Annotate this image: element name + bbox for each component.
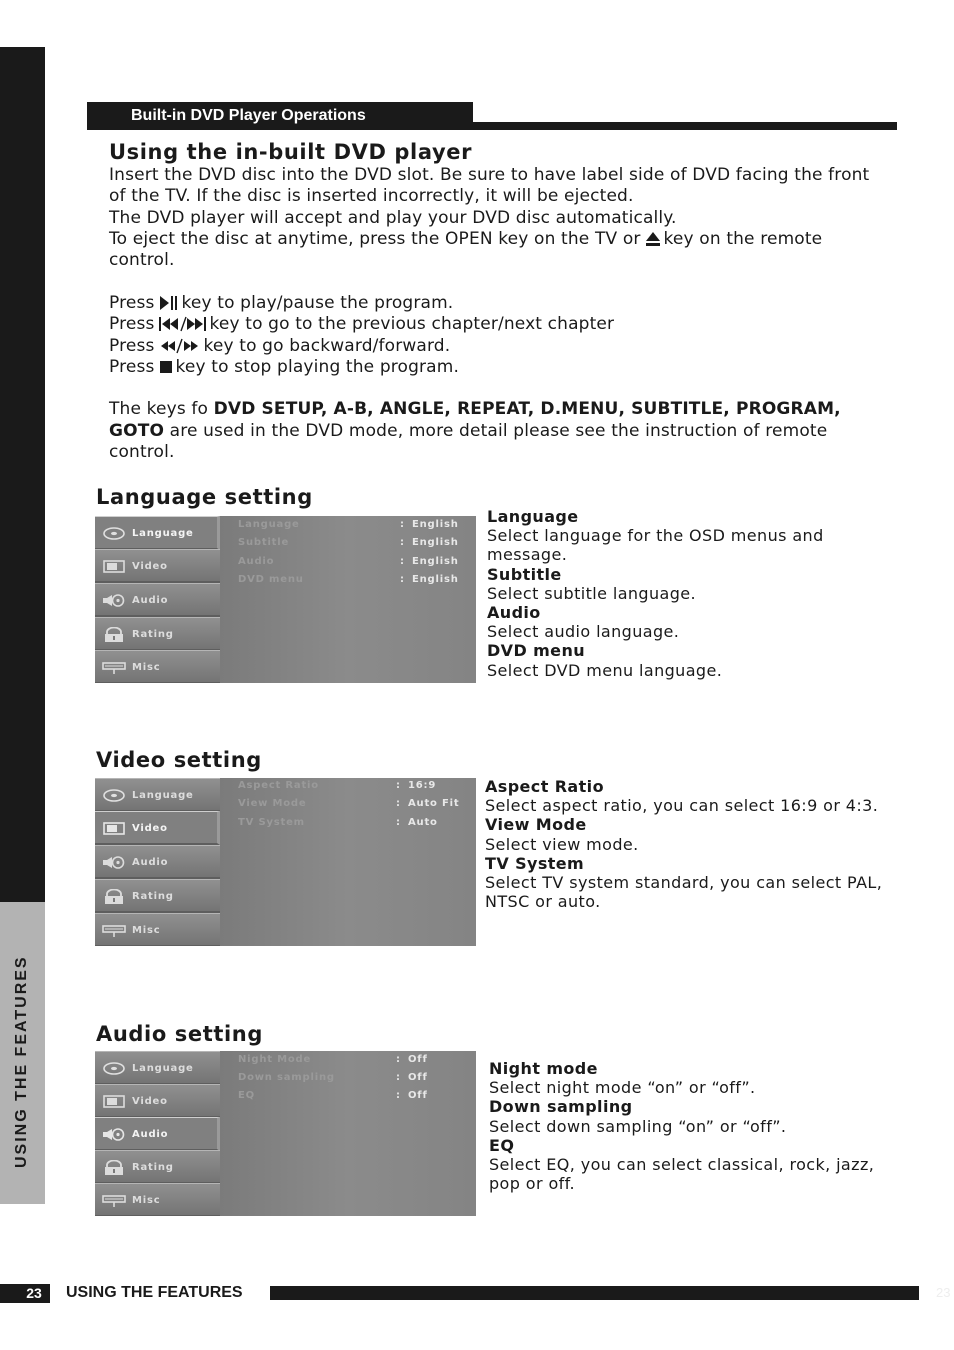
osd-menu-video[interactable] [95,549,220,583]
osd-settings-panel [220,516,476,683]
osd-menu-audio[interactable] [95,845,220,879]
osd-setting-value: Off [408,1072,428,1083]
note-text: The keys fo [109,399,209,420]
osd-menu-label: Video [132,823,168,834]
intro-line: control. [109,250,175,271]
video-osd-screenshot [95,778,476,946]
osd-menu-label: Language [132,790,194,801]
desc-text: Select subtitle language. [487,583,697,603]
chapter-text: key to go to the previous chapter/next chapter [209,314,615,335]
osd-menu-label: Language [132,528,194,539]
osd-menu-language[interactable] [95,516,220,550]
osd-setting-sep: : [396,798,401,809]
osd-setting-name: EQ [238,1090,255,1101]
osd-setting-sep: : [396,1054,401,1065]
osd-setting-sep: : [396,817,401,828]
osd-setting-sep: : [400,574,405,585]
osd-menu-rating[interactable] [95,617,220,651]
osd-setting-row[interactable] [238,1072,468,1090]
osd-setting-row[interactable] [238,574,468,592]
keys-note-line [109,421,909,442]
intro-line: Insert the DVD disc into the DVD slot. Be sure to have label side of DVD facing the front [109,165,870,185]
osd-menu-sidebar [95,1051,220,1216]
screen-icon [102,1094,126,1109]
audio-setting-title: Audio setting [96,1022,263,1046]
desc-heading: Subtitle [487,564,562,584]
language-descriptions [487,507,927,680]
note-bold-keys: DVD SETUP, A-B, ANGLE, REPEAT, D.MENU, SUBTITLE, PROGRAM, [213,399,841,420]
desc-text: Select aspect ratio, you can select 16:9 or 4:3. [485,796,879,816]
osd-setting-name: Aspect Ratio [238,780,319,791]
desc-heading: Aspect Ratio [485,777,604,796]
play-pause-text: key to play/pause the program. [181,293,454,313]
desc-text: Select view mode. [485,834,639,854]
seek-icon [159,338,201,354]
desc-text: Select TV system standard, you can select PAL, [485,873,883,893]
desc-text: NTSC or auto. [485,892,601,912]
play-pause-icon [159,295,179,311]
press-word: Press [109,314,155,335]
footer-rule [270,1286,919,1300]
desc-heading: Audio [487,603,541,623]
disc-icon [102,1061,126,1076]
osd-setting-name: View Mode [238,798,307,809]
osd-setting-value: English [412,537,459,548]
osd-setting-value: Auto Fit [408,798,460,809]
misc-icon [102,923,126,938]
osd-menu-label: Misc [132,662,161,673]
skip-icon [159,316,207,332]
stop-icon [159,360,173,374]
keys-note-line: control. [109,442,175,463]
desc-text: Select night mode “on” or “off”. [489,1078,756,1098]
osd-setting-value: Off [408,1054,428,1065]
osd-setting-row[interactable] [238,798,468,816]
osd-setting-sep: : [396,1072,401,1083]
osd-setting-value: English [412,519,459,530]
key-seek [109,336,909,357]
video-descriptions [485,777,930,911]
osd-setting-name: Language [238,519,300,530]
osd-setting-value: English [412,556,459,567]
osd-menu-label: Language [132,1063,194,1074]
osd-settings-panel [220,1051,476,1216]
misc-icon [102,1193,126,1208]
osd-setting-row[interactable] [238,780,468,798]
lock-icon [102,889,126,904]
screen-icon [102,821,126,836]
speaker-icon [102,855,126,870]
osd-setting-row[interactable] [238,556,468,574]
desc-heading: Night mode [489,1059,598,1078]
seek-text: key to go backward/forward. [203,335,451,356]
osd-setting-name: Audio [238,556,275,567]
osd-menu-label: Rating [132,629,174,640]
osd-menu-label: Video [132,1096,168,1107]
eject-icon [645,231,661,247]
key-stop [109,357,909,378]
desc-heading: Down sampling [489,1097,633,1117]
osd-menu-audio[interactable] [95,1117,220,1151]
press-word: Press [109,356,155,377]
osd-menu-language[interactable] [95,778,220,812]
osd-setting-row[interactable] [238,519,468,537]
osd-setting-row[interactable] [238,817,468,835]
audio-osd-screenshot [95,1051,476,1216]
osd-menu-video[interactable] [95,1084,220,1118]
eject-text-a: To eject the disc at anytime, press the OPEN key on the TV or [109,228,641,249]
disc-icon [102,526,126,541]
screen-icon [102,559,126,574]
osd-setting-sep: : [396,1090,401,1101]
osd-menu-video[interactable] [95,811,220,845]
speaker-icon [102,1127,126,1142]
desc-text: Select DVD menu language. [487,660,723,680]
language-setting-title: Language setting [96,485,313,509]
press-word: Press [109,293,155,313]
footer-section-label: USING THE FEATURES [66,1284,243,1301]
section-header: Built-in DVD Player Operations [87,102,473,130]
osd-setting-sep: : [400,537,405,548]
osd-menu-rating[interactable] [95,1150,220,1184]
osd-setting-sep: : [400,519,405,530]
osd-menu-misc[interactable] [95,650,220,683]
desc-text: Select audio language. [487,622,680,642]
osd-menu-rating[interactable] [95,879,220,913]
osd-setting-name: DVD menu [238,574,304,585]
osd-setting-row[interactable] [238,1054,468,1072]
note-bold-goto: GOTO [109,420,165,441]
osd-setting-value: Off [408,1090,428,1101]
osd-menu-label: Rating [132,891,174,902]
osd-setting-row[interactable] [238,1090,468,1108]
eject-text-b: key on the remote [663,228,823,249]
osd-setting-name: Night Mode [238,1054,312,1065]
press-word: Press [109,335,155,356]
desc-heading: View Mode [485,815,587,835]
intro-text [109,165,909,271]
keys-note-line [109,399,909,420]
osd-menu-audio[interactable] [95,583,220,617]
osd-menu-misc[interactable] [95,1183,220,1216]
osd-menu-label: Audio [132,857,169,868]
keys-list [109,293,909,463]
lock-icon [102,627,126,642]
osd-menu-label: Misc [132,1195,161,1206]
osd-menu-label: Audio [132,595,169,606]
key-chapter [109,314,909,335]
desc-heading: EQ [489,1135,515,1155]
footer-ghost-page-number: 23 [936,1285,951,1300]
desc-heading: Language [487,507,579,526]
header-rule [473,122,897,130]
intro-line: of the TV. If the disc is inserted incorrectly, it will be ejected. [109,186,634,207]
intro-line: The DVD player will accept and play your DVD disc automatically. [109,207,677,228]
osd-menu-language[interactable] [95,1051,220,1085]
osd-menu-label: Misc [132,925,161,936]
video-setting-title: Video setting [96,748,262,772]
page-number: 23 [0,1284,50,1303]
desc-text: Select down sampling “on” or “off”. [489,1116,787,1136]
osd-setting-name: TV System [238,817,305,828]
osd-menu-sidebar [95,778,220,946]
osd-menu-label: Video [132,561,168,572]
desc-heading: TV System [485,853,585,873]
desc-text: message. [487,545,568,565]
desc-heading: DVD menu [487,641,586,661]
audio-descriptions [489,1059,929,1193]
stop-text: key to stop playing the program. [175,356,460,377]
intro-title: Using the in-built DVD player [109,140,473,164]
osd-setting-name: Down sampling [238,1072,335,1083]
misc-icon [102,660,126,675]
osd-menu-sidebar [95,516,220,683]
disc-icon [102,788,126,803]
desc-text: Select language for the OSD menus and [487,526,824,546]
osd-setting-row[interactable] [238,537,468,555]
note-text: are used in the DVD mode, more detail please see the instruction of remote [169,420,828,441]
language-osd-screenshot [95,516,476,683]
side-section-label: USING THE FEATURES [13,955,30,1168]
key-play-pause [109,293,909,314]
desc-text: Select EQ, you can select classical, rock, jazz, [489,1155,875,1175]
osd-setting-name: Subtitle [238,537,290,548]
speaker-icon [102,593,126,608]
osd-setting-value: 16:9 [408,780,437,791]
osd-menu-label: Rating [132,1162,174,1173]
side-bar-dark [0,47,45,902]
intro-line [109,229,909,250]
desc-text: pop or off. [489,1174,576,1194]
osd-setting-value: Auto [408,817,438,828]
lock-icon [102,1160,126,1175]
osd-menu-label: Audio [132,1129,169,1140]
osd-setting-value: English [412,574,459,585]
osd-settings-panel [220,778,476,946]
osd-menu-misc[interactable] [95,913,220,946]
osd-setting-sep: : [396,780,401,791]
osd-setting-sep: : [400,556,405,567]
